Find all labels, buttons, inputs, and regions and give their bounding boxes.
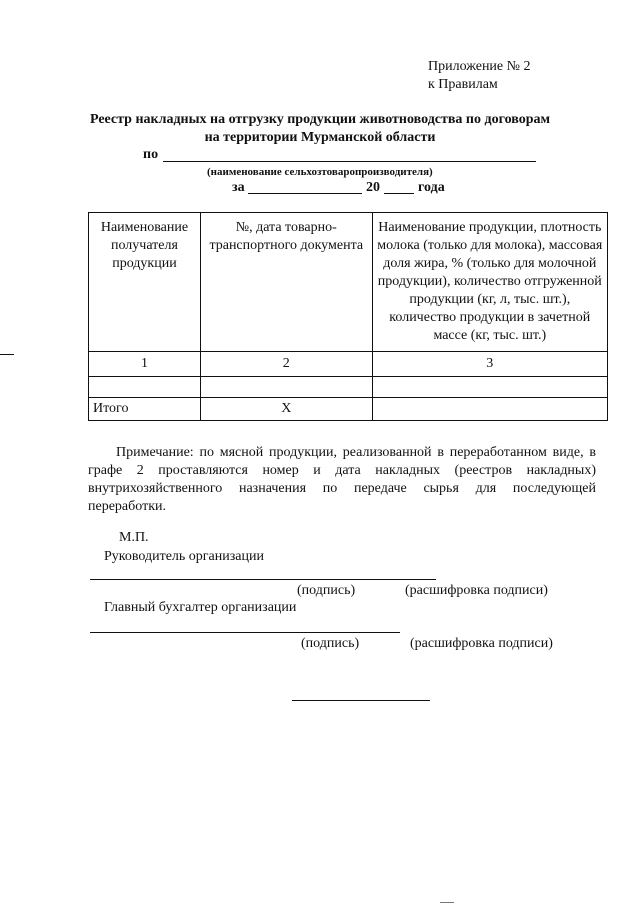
total-label: Итого <box>89 398 201 421</box>
period-date-line[interactable] <box>248 193 362 194</box>
accountant-signature-label: (подпись) <box>301 636 360 651</box>
registry-table <box>88 212 608 421</box>
table-number-row <box>89 352 608 377</box>
head-signature-label: (подпись) <box>297 583 356 598</box>
document-title <box>0 111 640 147</box>
producer-prefix: по <box>143 147 159 162</box>
header-waybill: №, дата товарно-транспортного документа <box>200 213 372 352</box>
period-year-prefix: 20 <box>366 180 380 195</box>
document-end-line <box>292 700 430 701</box>
table-total-row <box>89 398 608 421</box>
table-cell-recipient[interactable] <box>89 377 201 398</box>
margin-mark <box>0 354 14 355</box>
total-product-cell[interactable] <box>372 398 607 421</box>
period-year-line[interactable] <box>384 193 414 194</box>
document-title-line2: на территории Мурманской области <box>204 130 436 145</box>
period-year-suffix: года <box>418 180 445 195</box>
accountant-signature-line[interactable] <box>90 632 400 633</box>
document-title-line1: Реестр накладных на отгрузку продукции животноводства по договорам <box>89 112 551 127</box>
table-cell-waybill[interactable] <box>200 377 372 398</box>
table-row <box>89 377 608 398</box>
accountant-decoding-label: (расшифровка подписи) <box>410 636 553 651</box>
period-prefix: за <box>232 180 245 195</box>
scan-mark <box>440 902 454 903</box>
appendix-reference <box>428 58 531 94</box>
stamp-place: М.П. <box>119 530 149 545</box>
column-number-2: 2 <box>200 352 372 377</box>
appendix-rules: к Правилам <box>428 77 498 92</box>
header-product: Наименование продукции, плотность молока (только для молока), массовая доля жира, % (только для молочной продукции), количество отгруженной продукции (кг, л, тыс. шт.), количество продукции в зачетной массе (кг, тыс. шт.) <box>372 213 607 352</box>
column-number-1: 1 <box>89 352 201 377</box>
table-header-row <box>89 213 608 352</box>
head-signature-line[interactable] <box>90 579 436 580</box>
accountant-title: Главный бухгалтер организации <box>104 600 297 615</box>
column-number-3: 3 <box>372 352 607 377</box>
producer-hint: (наименование сельхозтоваропроизводителя) <box>207 166 433 178</box>
footnote: Примечание: по мясной продукции, реализованной в переработанном виде, в графе 2 проставляются номер и дата накладных (реестров накладных) внутрихозяйственного назначения по передаче сырья для последующей переработки. <box>88 445 596 514</box>
total-waybill-mark: Х <box>200 398 372 421</box>
head-title: Руководитель организации <box>104 549 264 564</box>
table-cell-product[interactable] <box>372 377 607 398</box>
head-decoding-label: (расшифровка подписи) <box>405 583 548 598</box>
producer-name-line[interactable] <box>163 161 536 162</box>
header-recipient: Наименование получателя продукции <box>89 213 201 352</box>
appendix-number: Приложение № 2 <box>428 59 531 74</box>
